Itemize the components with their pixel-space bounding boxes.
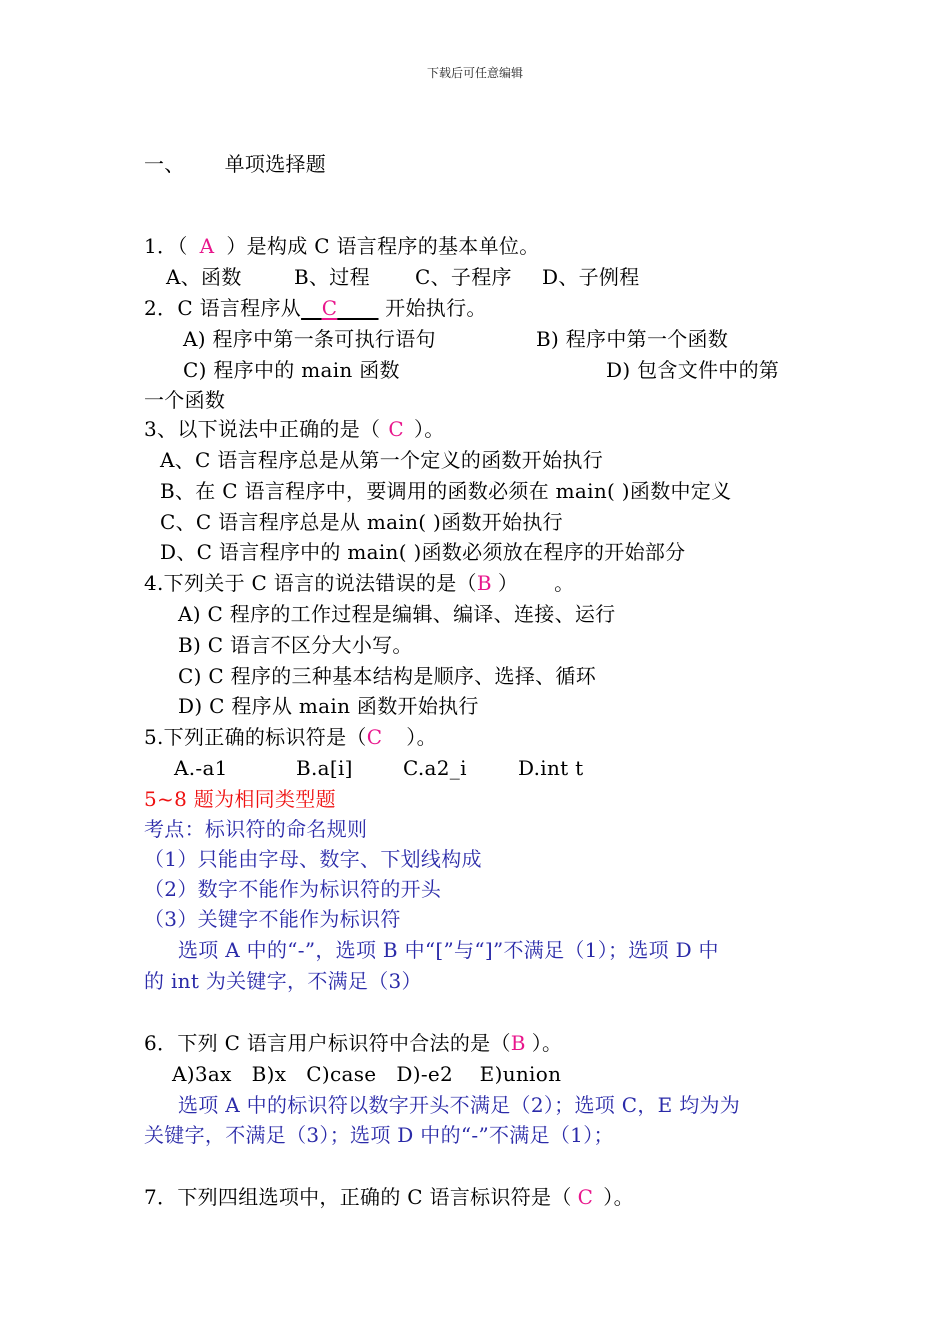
- q1-option-c: C、子程序: [415, 265, 512, 289]
- q2-option-d: D) 包含文件中的第: [606, 358, 780, 382]
- q5-option-a: A.-a1: [174, 756, 228, 780]
- note-rule-2: （2）数字不能作为标识符的开头: [144, 877, 442, 901]
- note-explanation-line-1: 选项 A 中的“-”，选项 B 中“[”与“]”不满足（1）；选项 D 中: [178, 938, 719, 962]
- question-7: 7．下列四组选项中，正确的 C 语言标识符是（ C ）。: [144, 1185, 634, 1209]
- q4-option-d: D) C 程序从 main 函数开始执行: [178, 694, 479, 718]
- answer-q2: C: [321, 296, 338, 320]
- q2-option-d-cont: 一个函数: [144, 388, 226, 412]
- q2-option-b: B) 程序中第一个函数: [536, 327, 729, 351]
- question-2: 2．C 语言程序从__C____ 开始执行。: [144, 296, 487, 320]
- note-point: 考点：标识符的命名规则: [144, 817, 368, 841]
- section-title: [144, 150, 326, 178]
- note-explanation-line-2: 的 int 为关键字，不满足（3）: [144, 969, 422, 993]
- question-1: 1．（ A ）是构成 C 语言程序的基本单位。: [144, 234, 540, 258]
- q6-explanation-line-2: 关键字，不满足（3）；选项 D 中的“-”不满足（1）；: [144, 1123, 614, 1147]
- question-3: 3、以下说法中正确的是（ C ）。: [144, 417, 445, 441]
- q5-option-c: C.a2_i: [403, 756, 467, 780]
- q1-option-b: B、过程: [294, 265, 370, 289]
- answer-q7: C: [577, 1185, 594, 1209]
- q6-options: A)3ax B)x C)case D)-e2 E)union: [172, 1062, 562, 1086]
- section-number: 一、: [144, 152, 185, 176]
- answer-q1: A: [199, 234, 215, 258]
- q3-option-d: D、C 语言程序中的 main( )函数必须放在程序的开始部分: [160, 540, 686, 564]
- section-title-text: 单项选择题: [224, 152, 327, 176]
- note-rule-1: （1）只能由字母、数字、下划线构成: [144, 847, 482, 871]
- q4-option-c: C) C 程序的三种基本结构是顺序、选择、循环: [178, 664, 597, 688]
- q3-option-b: B、在 C 语言程序中，要调用的函数必须在 main( )函数中定义: [160, 479, 732, 503]
- answer-q5: C: [366, 725, 383, 749]
- q3-option-c: C、C 语言程序总是从 main( )函数开始执行: [160, 510, 563, 534]
- q4-option-a: A) C 程序的工作过程是编辑、编译、连接、运行: [178, 602, 616, 626]
- note-title: 5~8 题为相同类型题: [144, 787, 336, 811]
- q1-option-d: D、子例程: [542, 265, 640, 289]
- question-4: 4.下列关于 C 语言的说法错误的是（B ） 。: [144, 571, 575, 595]
- page-header: 下载后可任意编辑: [426, 66, 523, 80]
- note-rule-3: （3）关键字不能作为标识符: [144, 907, 401, 931]
- q4-option-b: B) C 语言不区分大小写。: [178, 633, 413, 657]
- q5-option-d: D.int t: [518, 756, 584, 780]
- answer-q6: B: [510, 1031, 526, 1055]
- q3-option-a: A、C 语言程序总是从第一个定义的函数开始执行: [160, 448, 604, 472]
- q2-option-a: A) 程序中第一条可执行语句: [183, 327, 436, 351]
- question-5: 5.下列正确的标识符是（C ）。: [144, 725, 437, 749]
- question-6: 6．下列 C 语言用户标识符中合法的是（B ）。: [144, 1031, 563, 1055]
- q5-option-b: B.a[i]: [296, 756, 353, 780]
- answer-q4: B: [476, 571, 492, 595]
- answer-q3: C: [388, 417, 404, 441]
- q1-option-a: A、函数: [166, 265, 242, 289]
- q2-option-c: C) 程序中的 main 函数: [183, 358, 400, 382]
- q6-explanation-line-1: 选项 A 中的标识符以数字开头不满足（2）；选项 C，E 均为为: [178, 1093, 741, 1117]
